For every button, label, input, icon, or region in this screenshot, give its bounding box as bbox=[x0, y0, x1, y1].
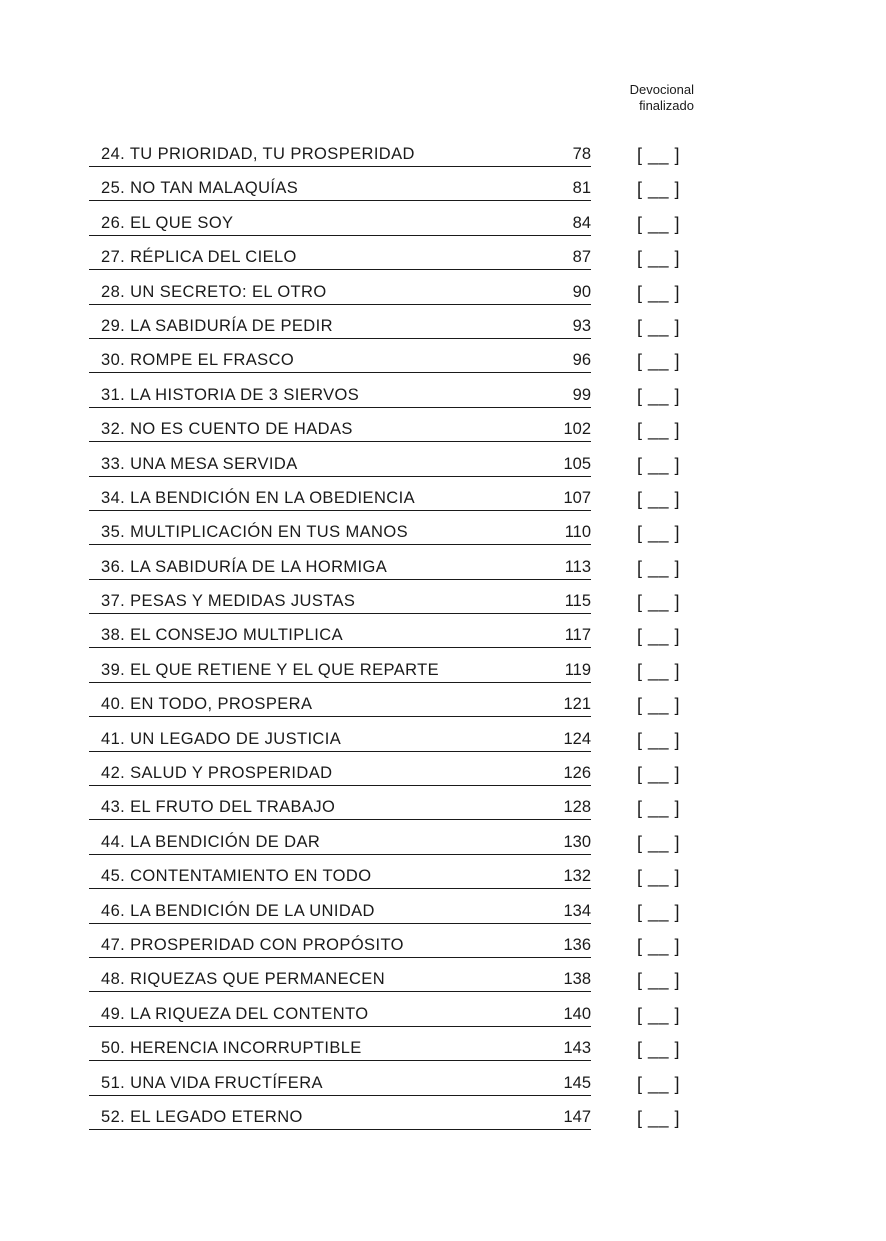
entry-title: 50. HERENCIA INCORRUPTIBLE bbox=[101, 1039, 362, 1058]
toc-row bbox=[0, 963, 886, 997]
entry-title: 33. UNA MESA SERVIDA bbox=[101, 454, 298, 473]
toc-entry bbox=[89, 826, 591, 855]
completed-checkbox[interactable]: [ __ ] bbox=[637, 695, 681, 716]
entry-title: 34. LA BENDICIÓN EN LA OBEDIENCIA bbox=[101, 488, 415, 507]
entry-title: 28. UN SECRETO: EL OTRO bbox=[101, 282, 327, 301]
toc-row bbox=[0, 516, 886, 550]
toc-row bbox=[0, 207, 886, 241]
entry-title: 43. EL FRUTO DEL TRABAJO bbox=[101, 798, 336, 817]
toc-entry bbox=[89, 619, 591, 648]
toc-entry bbox=[89, 207, 591, 236]
entry-page-number: 136 bbox=[563, 935, 591, 954]
entry-title: 52. EL LEGADO ETERNO bbox=[101, 1107, 303, 1126]
entry-page-number: 105 bbox=[563, 454, 591, 473]
toc-row bbox=[0, 998, 886, 1032]
entry-title: 47. PROSPERIDAD CON PROPÓSITO bbox=[101, 935, 404, 954]
entry-page-number: 115 bbox=[564, 592, 591, 611]
entry-page-number: 78 bbox=[572, 145, 591, 163]
completed-checkbox[interactable]: [ __ ] bbox=[637, 867, 681, 888]
completed-checkbox[interactable]: [ __ ] bbox=[637, 729, 681, 750]
completed-checkbox[interactable]: [ __ ] bbox=[637, 832, 681, 853]
toc-entry bbox=[89, 929, 591, 958]
entry-title: 38. EL CONSEJO MULTIPLICA bbox=[101, 626, 343, 645]
toc-row bbox=[0, 379, 886, 413]
completed-column-header bbox=[630, 82, 694, 114]
entry-page-number: 132 bbox=[563, 867, 591, 886]
toc-row bbox=[0, 1067, 886, 1101]
toc-entry bbox=[89, 585, 591, 614]
completed-checkbox[interactable]: [ __ ] bbox=[637, 420, 681, 441]
toc-entry bbox=[89, 757, 591, 786]
toc-entry bbox=[89, 1067, 591, 1096]
entry-title: 48. RIQUEZAS QUE PERMANECEN bbox=[101, 970, 386, 989]
completed-checkbox[interactable]: [ __ ] bbox=[637, 282, 681, 303]
entry-page-number: 119 bbox=[564, 660, 591, 679]
entry-title: 39. EL QUE RETIENE Y EL QUE REPARTE bbox=[101, 660, 440, 679]
toc-entry bbox=[89, 998, 591, 1027]
entry-page-number: 145 bbox=[563, 1073, 591, 1092]
entry-page-number: 96 bbox=[572, 351, 591, 370]
completed-checkbox[interactable]: [ __ ] bbox=[637, 351, 681, 372]
completed-checkbox[interactable]: [ __ ] bbox=[637, 523, 681, 544]
entry-page-number: 102 bbox=[563, 420, 591, 439]
toc-entry bbox=[89, 551, 591, 580]
entry-title: 31. LA HISTORIA DE 3 SIERVOS bbox=[101, 385, 360, 404]
entry-title: 32. NO ES CUENTO DE HADAS bbox=[101, 420, 353, 439]
entry-title: 26. EL QUE SOY bbox=[101, 213, 234, 232]
entry-page-number: 81 bbox=[572, 179, 591, 198]
entry-title: 44. LA BENDICIÓN DE DAR bbox=[101, 832, 321, 851]
completed-checkbox[interactable]: [ __ ] bbox=[637, 385, 681, 406]
entry-page-number: 121 bbox=[563, 695, 591, 714]
toc-row bbox=[0, 826, 886, 860]
toc-entry bbox=[89, 482, 591, 511]
completed-checkbox[interactable]: [ __ ] bbox=[637, 1039, 681, 1060]
entry-page-number: 90 bbox=[572, 282, 591, 301]
completed-checkbox[interactable]: [ __ ] bbox=[637, 901, 681, 922]
entry-page-number: 138 bbox=[563, 970, 591, 989]
entry-title: 27. RÉPLICA DEL CIELO bbox=[101, 248, 297, 267]
toc-entry bbox=[89, 860, 591, 889]
entry-title: 42. SALUD Y PROSPERIDAD bbox=[101, 764, 333, 783]
completed-checkbox[interactable]: [ __ ] bbox=[637, 660, 681, 681]
toc-row bbox=[0, 688, 886, 722]
entry-page-number: 110 bbox=[564, 523, 591, 542]
toc-entry bbox=[89, 138, 591, 167]
entry-page-number: 128 bbox=[563, 798, 591, 817]
toc-entry bbox=[89, 1101, 591, 1130]
toc-row bbox=[0, 723, 886, 757]
toc-row bbox=[0, 1101, 886, 1135]
entry-title: 29. LA SABIDURÍA DE PEDIR bbox=[101, 316, 333, 335]
entry-page-number: 107 bbox=[563, 488, 591, 507]
entry-page-number: 84 bbox=[572, 213, 591, 232]
entry-page-number: 130 bbox=[563, 832, 591, 851]
entry-title: 41. UN LEGADO DE JUSTICIA bbox=[101, 729, 342, 748]
completed-checkbox[interactable]: [ __ ] bbox=[637, 179, 681, 200]
completed-checkbox[interactable]: [ __ ] bbox=[637, 798, 681, 819]
completed-checkbox[interactable]: [ __ ] bbox=[637, 316, 681, 337]
completed-checkbox[interactable]: [ __ ] bbox=[637, 1107, 681, 1128]
toc-row bbox=[0, 482, 886, 516]
toc-row bbox=[0, 929, 886, 963]
toc-entry bbox=[89, 172, 591, 201]
completed-checkbox[interactable]: [ __ ] bbox=[637, 592, 681, 613]
toc-row bbox=[0, 895, 886, 929]
entry-page-number: 87 bbox=[572, 248, 591, 267]
toc-entry bbox=[89, 963, 591, 992]
toc-row bbox=[0, 654, 886, 688]
entry-page-number: 99 bbox=[572, 385, 591, 404]
entry-page-number: 147 bbox=[563, 1107, 591, 1126]
toc-row bbox=[0, 551, 886, 585]
toc-row bbox=[0, 757, 886, 791]
completed-checkbox[interactable]: [ __ ] bbox=[637, 454, 681, 475]
completed-checkbox[interactable]: [ __ ] bbox=[637, 626, 681, 647]
toc-row bbox=[0, 413, 886, 447]
toc-row bbox=[0, 241, 886, 275]
entry-title: 30. ROMPE EL FRASCO bbox=[101, 351, 295, 370]
toc-entry bbox=[89, 688, 591, 717]
entry-title: 35. MULTIPLICACIÓN EN TUS MANOS bbox=[101, 523, 409, 542]
toc-entry bbox=[89, 448, 591, 477]
toc-entry bbox=[89, 276, 591, 305]
completed-checkbox[interactable]: [ __ ] bbox=[637, 935, 681, 956]
entry-title: 24. TU PRIORIDAD, TU PROSPERIDAD bbox=[101, 145, 415, 163]
completed-checkbox[interactable]: [ __ ] bbox=[637, 248, 681, 269]
completed-checkbox[interactable]: [ __ ] bbox=[637, 145, 681, 165]
toc-row bbox=[0, 791, 886, 825]
entry-title: 40. EN TODO, PROSPERA bbox=[101, 695, 313, 714]
entry-page-number: 143 bbox=[563, 1039, 591, 1058]
toc-entry bbox=[89, 895, 591, 924]
toc-row bbox=[0, 276, 886, 310]
entry-title: 37. PESAS Y MEDIDAS JUSTAS bbox=[101, 592, 356, 611]
toc-row bbox=[0, 860, 886, 894]
toc-entry bbox=[89, 310, 591, 339]
entry-title: 36. LA SABIDURÍA DE LA HORMIGA bbox=[101, 557, 388, 576]
toc-entry bbox=[89, 516, 591, 545]
toc-row bbox=[0, 310, 886, 344]
entry-page-number: 93 bbox=[572, 316, 591, 335]
entry-page-number: 140 bbox=[563, 1004, 591, 1023]
completed-checkbox[interactable]: [ __ ] bbox=[637, 970, 681, 991]
entry-title: 45. CONTENTAMIENTO EN TODO bbox=[101, 867, 372, 886]
toc-row bbox=[0, 619, 886, 653]
header-line-1: Devocional bbox=[629, 82, 694, 97]
toc-row bbox=[0, 585, 886, 619]
entry-page-number: 124 bbox=[563, 729, 591, 748]
completed-checkbox[interactable]: [ __ ] bbox=[637, 488, 681, 509]
entry-title: 46. LA BENDICIÓN DE LA UNIDAD bbox=[101, 901, 375, 920]
toc-row bbox=[0, 172, 886, 206]
toc-entry bbox=[89, 791, 591, 820]
completed-checkbox[interactable]: [ __ ] bbox=[637, 1073, 681, 1094]
toc-entry bbox=[89, 344, 591, 373]
entry-title: 51. UNA VIDA FRUCTÍFERA bbox=[101, 1073, 323, 1092]
entry-title: 49. LA RIQUEZA DEL CONTENTO bbox=[101, 1004, 369, 1023]
toc-row bbox=[0, 1032, 886, 1066]
toc-row bbox=[0, 138, 886, 172]
entry-page-number: 117 bbox=[564, 626, 591, 645]
completed-checkbox[interactable]: [ __ ] bbox=[637, 1004, 681, 1025]
table-of-contents bbox=[0, 138, 886, 1135]
header-line-2: finalizado bbox=[639, 98, 694, 113]
toc-entry bbox=[89, 1032, 591, 1061]
toc-row bbox=[0, 448, 886, 482]
toc-entry bbox=[89, 241, 591, 270]
toc-entry bbox=[89, 379, 591, 408]
toc-entry bbox=[89, 654, 591, 683]
toc-entry bbox=[89, 723, 591, 752]
entry-page-number: 113 bbox=[564, 557, 591, 576]
entry-page-number: 126 bbox=[563, 764, 591, 783]
entry-title: 25. NO TAN MALAQUÍAS bbox=[101, 179, 299, 198]
completed-checkbox[interactable]: [ __ ] bbox=[637, 764, 681, 785]
completed-checkbox[interactable]: [ __ ] bbox=[637, 557, 681, 578]
entry-page-number: 134 bbox=[563, 901, 591, 920]
toc-row bbox=[0, 344, 886, 378]
completed-checkbox[interactable]: [ __ ] bbox=[637, 213, 681, 234]
toc-entry bbox=[89, 413, 591, 442]
